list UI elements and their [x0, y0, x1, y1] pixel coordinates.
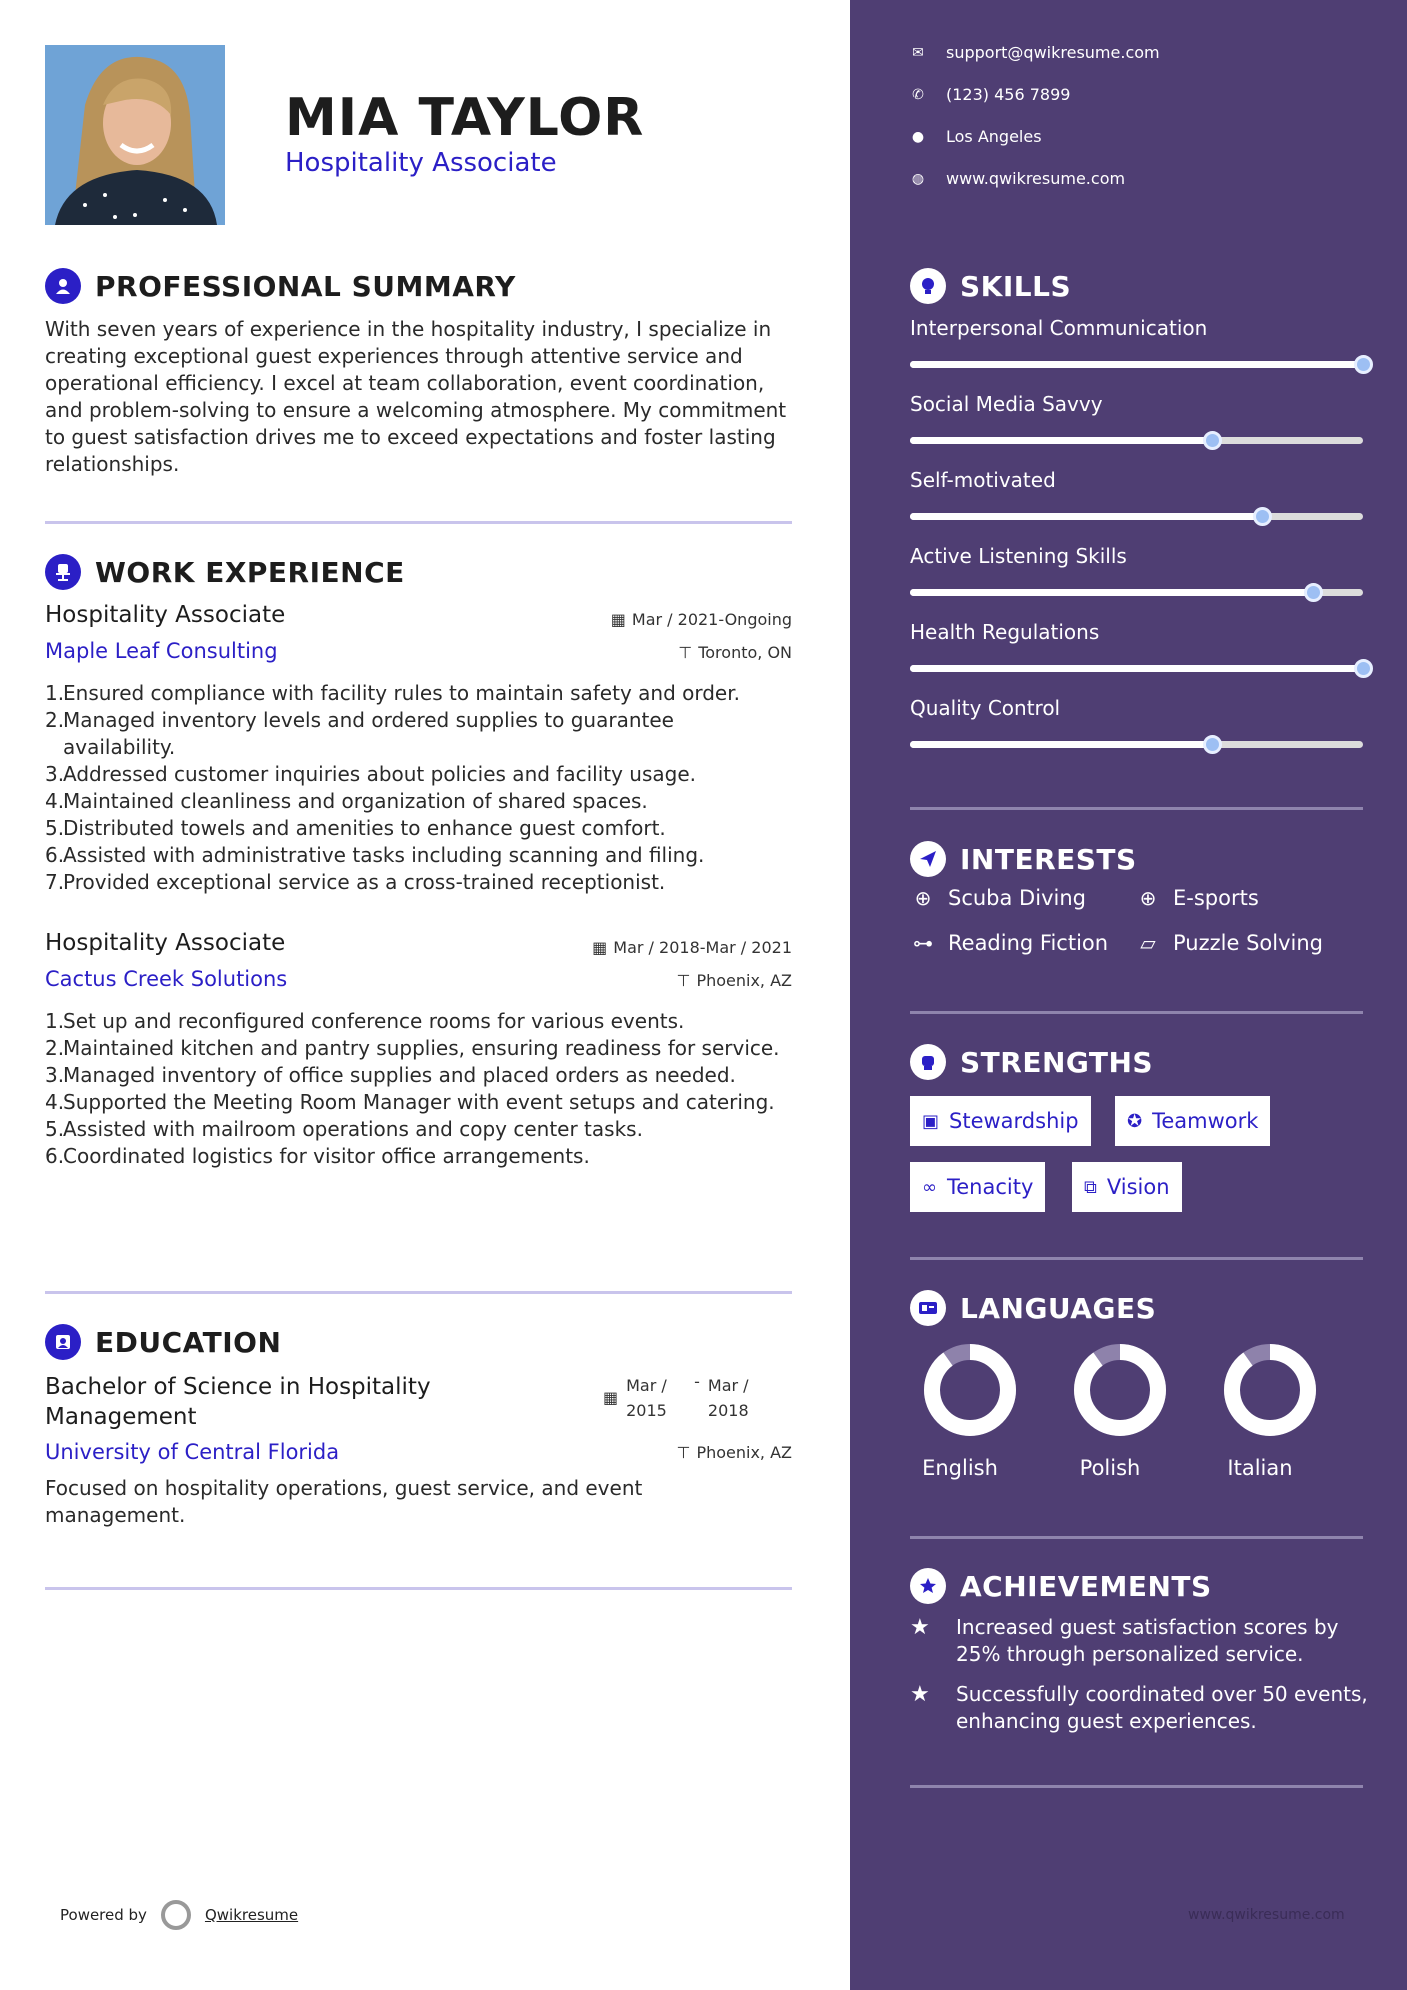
- strengths-title: STRENGTHS: [960, 1045, 1154, 1079]
- list-item: 6. Assisted with administrative tasks including scanning and filing.: [45, 843, 705, 867]
- brand-link[interactable]: Qwikresume: [204, 1906, 299, 1924]
- language-label: Italian: [1227, 1456, 1293, 1480]
- skill-slider-knob: [1354, 355, 1373, 374]
- section-divider: [910, 1011, 1363, 1014]
- contact-location: ● Los Angeles: [911, 127, 1042, 146]
- powered-by-text: Powered by: [60, 1906, 147, 1924]
- job-date: ▦ Mar / 2021-Ongoing: [610, 610, 792, 629]
- user-icon: [45, 268, 81, 304]
- skill-slider-knob: [1253, 507, 1272, 526]
- skill-label: Quality Control: [910, 696, 1061, 720]
- skill-slider-knob: [1354, 659, 1373, 678]
- contact-phone[interactable]: ✆ (123) 456 7899: [910, 85, 1070, 104]
- strengths-heading: [910, 1044, 1153, 1080]
- interest-item: ⊶ Reading Fiction: [910, 931, 1108, 955]
- link-icon: ∞: [922, 1176, 937, 1198]
- section-divider: [910, 1785, 1363, 1788]
- profile-photo: [45, 45, 225, 225]
- strength-chip: ∞ Tenacity: [910, 1162, 1045, 1212]
- calendar-icon: ▦: [592, 938, 608, 957]
- strength-chip: ⧉ Vision: [1072, 1162, 1182, 1212]
- list-item: 2. Managed inventory levels and ordered supplies to guarantee availability.: [45, 708, 674, 759]
- list-item: 5. Assisted with mailroom operations and copy center tasks.: [45, 1117, 643, 1141]
- school-name: University of Central Florida: [45, 1440, 340, 1464]
- skill-slider-knob: [1203, 431, 1222, 450]
- job-duties: [45, 680, 790, 896]
- contact-website[interactable]: ◍ www.qwikresume.com: [911, 169, 1126, 188]
- phone-icon: ✆: [912, 86, 924, 103]
- list-item: 1. Set up and reconfigured conference rooms for various events.: [45, 1009, 685, 1033]
- contact-email[interactable]: ✉ support@qwikresume.com: [910, 43, 1160, 62]
- job-date: ▦ Mar / 2018-Mar / 2021: [592, 938, 792, 957]
- strength-chip: ▣ Stewardship: [910, 1096, 1091, 1146]
- interest-item: ⊕ Scuba Diving: [910, 886, 1086, 910]
- users-icon: ✪: [1127, 1110, 1143, 1132]
- skill-label: Social Media Savvy: [910, 392, 1103, 416]
- candidate-name: MIA TAYLOR: [285, 88, 645, 148]
- gamepad-icon: ⊶: [913, 931, 933, 955]
- education-date: ▦ Mar / 2015 - Mar / 2018: [603, 1373, 768, 1423]
- education-heading: [45, 1324, 281, 1360]
- pin-icon: ⊤: [676, 971, 691, 990]
- star-badge-icon: [910, 1568, 946, 1604]
- job-duties: [45, 1008, 790, 1170]
- list-item: 1. Ensured compliance with facility rules to maintain safety and order.: [45, 681, 740, 705]
- strength-chip: ✪ Teamwork: [1115, 1096, 1270, 1146]
- candidate-role: Hospitality Associate: [285, 148, 557, 178]
- achievements-heading: [910, 1568, 1212, 1604]
- skill-bar: [910, 589, 1363, 596]
- summary-heading: [45, 268, 516, 304]
- skill-bar-fill: [910, 361, 1363, 368]
- skill-bar-fill: [910, 589, 1313, 596]
- envelope-icon: ✉: [912, 44, 924, 61]
- language-ring-fill: [1232, 1352, 1308, 1428]
- list-item: 2. Maintained kitchen and pantry supplies, ensuring readiness for service.: [45, 1036, 780, 1060]
- list-item: 3. Managed inventory of office supplies and placed orders as needed.: [45, 1063, 736, 1087]
- degree-title: Bachelor of Science in Hospitality Management: [45, 1374, 431, 1430]
- globe-icon: ◍: [911, 170, 925, 187]
- binoculars-icon: ⧉: [1084, 1176, 1097, 1198]
- skill-bar-fill: [910, 741, 1212, 748]
- list-item: 4. Maintained cleanliness and organization of shared spaces.: [45, 789, 648, 813]
- lightbulb-icon: [910, 268, 946, 304]
- sidebar: [850, 0, 1407, 1990]
- shooting-star-icon: ★: [910, 1615, 930, 1640]
- education-location: ⊤ Phoenix, AZ: [676, 1443, 792, 1462]
- skills-title: SKILLS: [960, 269, 1072, 303]
- skill-bar: [910, 361, 1363, 368]
- calendar-icon: ▦: [610, 610, 626, 629]
- achievements-title: ACHIEVEMENTS: [960, 1569, 1212, 1603]
- briefcase-icon: ▣: [922, 1110, 940, 1132]
- summary-text: With seven years of experience in the hospitality industry, I specialize in creating exceptional guest experiences through attentive service and operational efficiency. I excel at team collaboration, event coordination, and problem-solving to ensure a welcoming atmosphere. My commitment to guest satisfaction drives me to exceed expectations and foster lasting relationships.: [45, 317, 787, 476]
- job-title: Hospitality Associate: [45, 602, 286, 628]
- language-ring: [910, 1340, 1030, 1444]
- language-label: English: [922, 1456, 998, 1480]
- summary-title: PROFESSIONAL SUMMARY: [95, 269, 516, 303]
- skill-label: Interpersonal Communication: [910, 316, 1208, 340]
- language-ring: [1210, 1340, 1330, 1444]
- job-location: ⊤ Phoenix, AZ: [676, 971, 792, 990]
- skill-bar-fill: [910, 665, 1363, 672]
- list-item: 6. Coordinated logistics for visitor office arrangements.: [45, 1144, 590, 1168]
- pin-icon: ⊤: [676, 1443, 691, 1462]
- work-heading: [45, 554, 405, 590]
- education-title: EDUCATION: [95, 1325, 282, 1359]
- achievement-item: ★ Successfully coordinated over 50 events, enhancing guest experiences.: [910, 1682, 1368, 1733]
- paper-plane-icon: [910, 841, 946, 877]
- section-divider: [910, 1536, 1363, 1539]
- language-label: Polish: [1079, 1456, 1141, 1480]
- calendar-icon: ▦: [603, 1388, 619, 1407]
- section-divider: [45, 1291, 792, 1294]
- interests-heading: [910, 841, 1137, 877]
- job-location: ⊤ Toronto, ON: [678, 643, 792, 662]
- map-pin-icon: ●: [911, 128, 925, 145]
- skill-label: Self-motivated: [910, 468, 1056, 492]
- qwikresume-logo-icon: [161, 1900, 191, 1930]
- job-company: Maple Leaf Consulting: [45, 639, 278, 663]
- achievement-item: ★ Increased guest satisfaction scores by 25% through personalized service.: [910, 1615, 1339, 1666]
- section-divider: [45, 1587, 792, 1590]
- language-card-icon: [910, 1290, 946, 1326]
- list-item: 3. Addressed customer inquiries about policies and facility usage.: [45, 762, 696, 786]
- job-company: Cactus Creek Solutions: [45, 967, 288, 991]
- graduate-icon: [45, 1324, 81, 1360]
- education-description: Focused on hospitality operations, guest service, and event management.: [45, 1476, 643, 1527]
- interest-item: ⊕ E-sports: [1135, 886, 1259, 910]
- language-ring-fill: [1082, 1352, 1158, 1428]
- interest-item: ▱ Puzzle Solving: [1135, 931, 1323, 955]
- skills-heading: [910, 268, 1071, 304]
- section-divider: [910, 807, 1363, 810]
- skill-slider-knob: [1304, 583, 1323, 602]
- skill-label: Health Regulations: [910, 620, 1100, 644]
- skill-bar-fill: [910, 437, 1212, 444]
- lifebuoy-icon: ⊕: [914, 886, 932, 910]
- job-title: Hospitality Associate: [45, 930, 286, 956]
- book-icon: ▱: [1140, 931, 1156, 955]
- list-item: 4. Supported the Meeting Room Manager with event setups and catering.: [45, 1090, 775, 1114]
- office-chair-icon: [45, 554, 81, 590]
- footer-powered-by: [60, 1900, 298, 1930]
- list-item: 7. Provided exceptional service as a cross-trained receptionist.: [45, 870, 666, 894]
- skill-bar: [910, 665, 1363, 672]
- list-item: 5. Distributed towels and amenities to enhance guest comfort.: [45, 816, 666, 840]
- languages-title: LANGUAGES: [960, 1291, 1157, 1325]
- skill-slider-knob: [1203, 735, 1222, 754]
- pin-icon: ⊤: [678, 643, 693, 662]
- section-divider: [910, 1257, 1363, 1260]
- skill-bar: [910, 437, 1363, 444]
- fist-icon: [910, 1044, 946, 1080]
- skill-bar: [910, 741, 1363, 748]
- skill-bar-fill: [910, 513, 1262, 520]
- language-ring-fill: [932, 1352, 1008, 1428]
- skill-bar: [910, 513, 1363, 520]
- interests-title: INTERESTS: [960, 842, 1137, 876]
- skill-label: Active Listening Skills: [910, 544, 1127, 568]
- language-ring: [1060, 1340, 1180, 1444]
- work-title: WORK EXPERIENCE: [95, 555, 405, 589]
- footer-site[interactable]: www.qwikresume.com: [1188, 1907, 1345, 1923]
- shooting-star-icon: ★: [910, 1682, 930, 1707]
- section-divider: [45, 521, 792, 524]
- lifebuoy-icon: ⊕: [1139, 886, 1157, 910]
- languages-heading: [910, 1290, 1156, 1326]
